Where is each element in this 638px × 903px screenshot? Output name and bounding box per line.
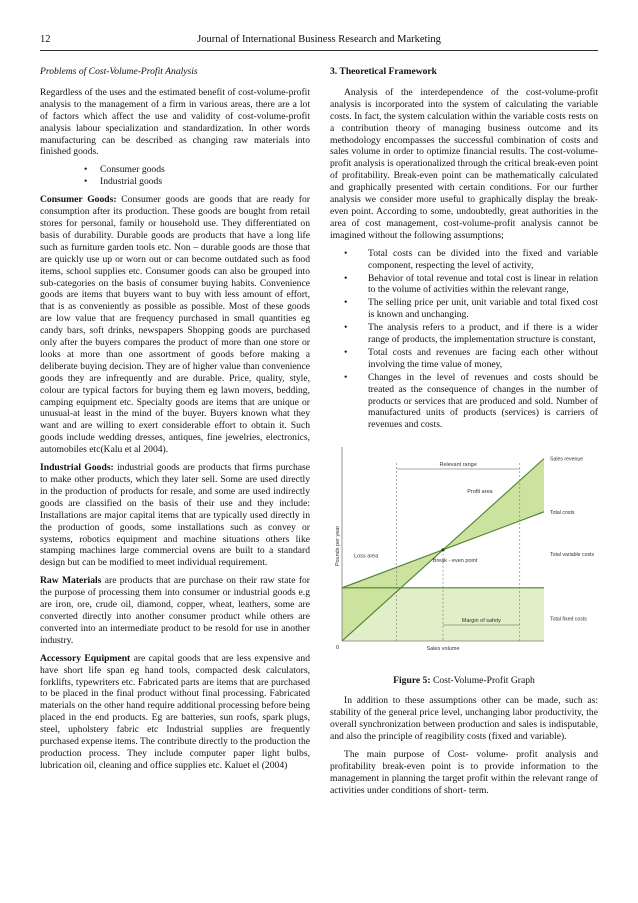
list-item: • Consumer goods bbox=[84, 164, 165, 176]
label-relevant-range: Relevant range bbox=[439, 462, 477, 469]
label-loss-area: Loss area bbox=[354, 553, 379, 560]
label-break-even-point: Break - even point bbox=[432, 558, 478, 565]
list-item: • Industrial goods bbox=[84, 176, 163, 188]
paragraph-consumer-goods: Consumer Goods: Consumer goods are goods that are ready for consumption after its production. These goods are bought from retail stores for personal, family or household use. They differentiated on basis of durability. Durable goods are products that have a long life such as furniture garden tools etc. Non – durable goods are those that are quickly use up or worn out or can become outdated such as food items, school supplies etc. Consumer goods can also be grouped into sub-categories on the basis of consumer buying habits. Convenience goods are items that buyers want to buy with less amount of effort, that is as conveniently as possible as possible. Most of these goods are low value that are frequency purchased in small quantities eg candy bars, soft drinks, newspapers Shopping goods are purchased only after the buyers compares the product of more than one store or looks at more than one assortment of goods before making a deliberate buying decision. They are of higher value than convenience goods they are infrequently and are durable. Price, quality, style, colour are typical factors for buying them eg lawn movers, bedding, camping equipment etc. Specialty goods are items that are unique or unusual-at least in the mind of the buyer. Buyers known what they want and are willing to exert considerable effort to obtain it. Such goods include wedding dresses, antiques, fine jewelries, electronics, automobiles etc(Kalu et al 2004). bbox=[40, 194, 310, 456]
page-header bbox=[40, 34, 598, 51]
term-raw-materials: Raw Materials bbox=[40, 575, 102, 587]
list-item: • Behavior of total revenue and total cost is linear in relation to the volume of activities within the relevant range, bbox=[344, 272, 598, 296]
paragraph-additional-assumptions: In addition to these assumptions other can be made, such as: stability of the general price level, unchanging labor productivity, the overall synchronization between production and sales is indisputable, and also the principle of reagibility costs (fixed and variable). bbox=[330, 695, 598, 742]
label-margin-of-safety: Margin of safety bbox=[461, 618, 501, 625]
break-even-marker bbox=[441, 548, 444, 551]
bullet-icon: • bbox=[344, 346, 348, 358]
page-number: 12 bbox=[40, 34, 51, 45]
cvp-figure bbox=[330, 441, 598, 671]
section-title-framework: 3. Theoretical Framework bbox=[330, 66, 438, 77]
paragraph-raw-materials: Raw Materials are products that are purchase on their raw state for the purpose of processing them into consumer or industrial goods e.g are iron, ore, crude oil, diamond, copper, wheat, leathers, some are converted directly into another consumer product while others are converted into an intermediate product to be resold for use in another industry. bbox=[40, 575, 311, 646]
bullet-icon: • bbox=[344, 247, 348, 259]
paragraph-framework: Analysis of the interdependence of the cost-volume-profit analysis is incorporated into the system of calculating the variable costs. In fact, the system calculation within the variable costs rests on a contribution theory of managing business outcome and its methodology encompasses the successful combination of costs and sales volume in order to optimize financial results. The cost-volume-profit analysis is operationalized through the critical break-even point of profitability. Break-even point can be mathematically calculated and graphically presented with certain conditions. For our further analysis we consider more useful to graphically display the break-even point. According to some, undoubtedly, great authorities in the area of cost management, cost-volume-profit analysis cannot be imagined without the following assumptions; bbox=[330, 86, 598, 241]
assumptions-list bbox=[330, 248, 598, 432]
label-sales-revenue: Sales revenue bbox=[550, 456, 584, 463]
label-profit-area: Profit area bbox=[467, 489, 493, 496]
term-consumer-goods: Consumer Goods: bbox=[40, 194, 122, 206]
list-item: • The analysis refers to a product, and if there is a wider range of products, the implementation structure is constant, bbox=[344, 322, 598, 346]
bullet-icon: • bbox=[344, 272, 348, 284]
term-industrial-goods: Industrial Goods: bbox=[40, 462, 118, 474]
bullet-icon: • bbox=[344, 322, 348, 334]
origin-label: 0 bbox=[336, 645, 340, 652]
bullet-icon: • bbox=[84, 176, 88, 188]
list-item: • The selling price per unit, unit variable and total fixed cost is known and unchanging. bbox=[344, 297, 598, 321]
goods-list bbox=[40, 164, 310, 188]
list-item: • Total costs can be divided into the fixed and variable component, respecting the level of activity, bbox=[344, 247, 598, 271]
x-axis-label: Sales volume bbox=[426, 646, 460, 653]
section-title-problems: Problems of Cost-Volume-Profit Analysis bbox=[40, 66, 198, 77]
left-column bbox=[40, 66, 310, 778]
term-accessory-equipment: Accessory Equipment bbox=[40, 652, 131, 664]
journal-title: Journal of International Business Research and Marketing bbox=[197, 34, 441, 45]
list-item: • Total costs and revenues are facing each other without involving the time value of money, bbox=[344, 346, 598, 370]
cvp-chart bbox=[330, 441, 598, 671]
paragraph-intro: Regardless of the uses and the estimated benefit of cost-volume-profit analysis to the management of a firm in various areas, there are a lot of factors which affect the use and validity of cost-volume-profit analysis labour specialization and standardization. In other words manufacturing can be described as changing raw materials into finished goods. bbox=[40, 86, 310, 158]
right-column bbox=[330, 66, 598, 802]
paragraph-main-purpose: The main purpose of Cost- volume- profit analysis and profitability break-even point is to provide information to the management in planning the target profit within the relevant range of activities under conditions of short- term. bbox=[330, 748, 598, 796]
label-total-variable-costs: Total variable costs bbox=[550, 552, 595, 559]
label-total-costs: Total costs bbox=[550, 510, 575, 517]
bullet-icon: • bbox=[84, 164, 88, 176]
figure-caption: Figure 5: Cost-Volume-Profit Graph bbox=[393, 675, 535, 687]
paragraph-industrial-goods: Industrial Goods: industrial goods are products that firms purchase to make other products, which they later sell. Some are used directly in the production of products for resale, and some are used indirectly goods are classified on the basis of their use and they include: Installations are major capital items that are typically used directly in the production of goods, some installations such as convey or systems, robotics equipment and machine situations others like stamping machines large commercial ovens are built to a standard design but can be modified to meet individual requirement. bbox=[40, 462, 310, 569]
label-total-fixed-costs: Total fixed costs bbox=[550, 616, 587, 623]
paragraph-accessory-equipment: Accessory Equipment are capital goods that are less expensive and have short life span eg hand tools, compacted desk calculators, forklifts, typewriters etc. Fabricated parts are items that are purchased to be placed in the final product without final processing. Fabricated materials on the other hand require additional processing before being placed in the end products. Eg are batteries, sun roofs, spark plugs, steel, upholstery fabric etc Industrial supplies are frequently purchased expense items. The contribute directly to the production the production process. They include computer paper light bulbs, lubrication oil, cleaning and office supplies etc. Kaluet el (2004) bbox=[40, 652, 310, 771]
bullet-icon: • bbox=[344, 297, 348, 309]
y-axis-label: Pounds per year bbox=[335, 526, 341, 567]
bullet-icon: • bbox=[344, 371, 348, 383]
list-item: • Changes in the level of revenues and costs should be treated as the consequence of changes in the number of products or services that are produced and sold. Number of manufactured units of products (services) is carriers of revenues and costs. bbox=[344, 371, 598, 431]
